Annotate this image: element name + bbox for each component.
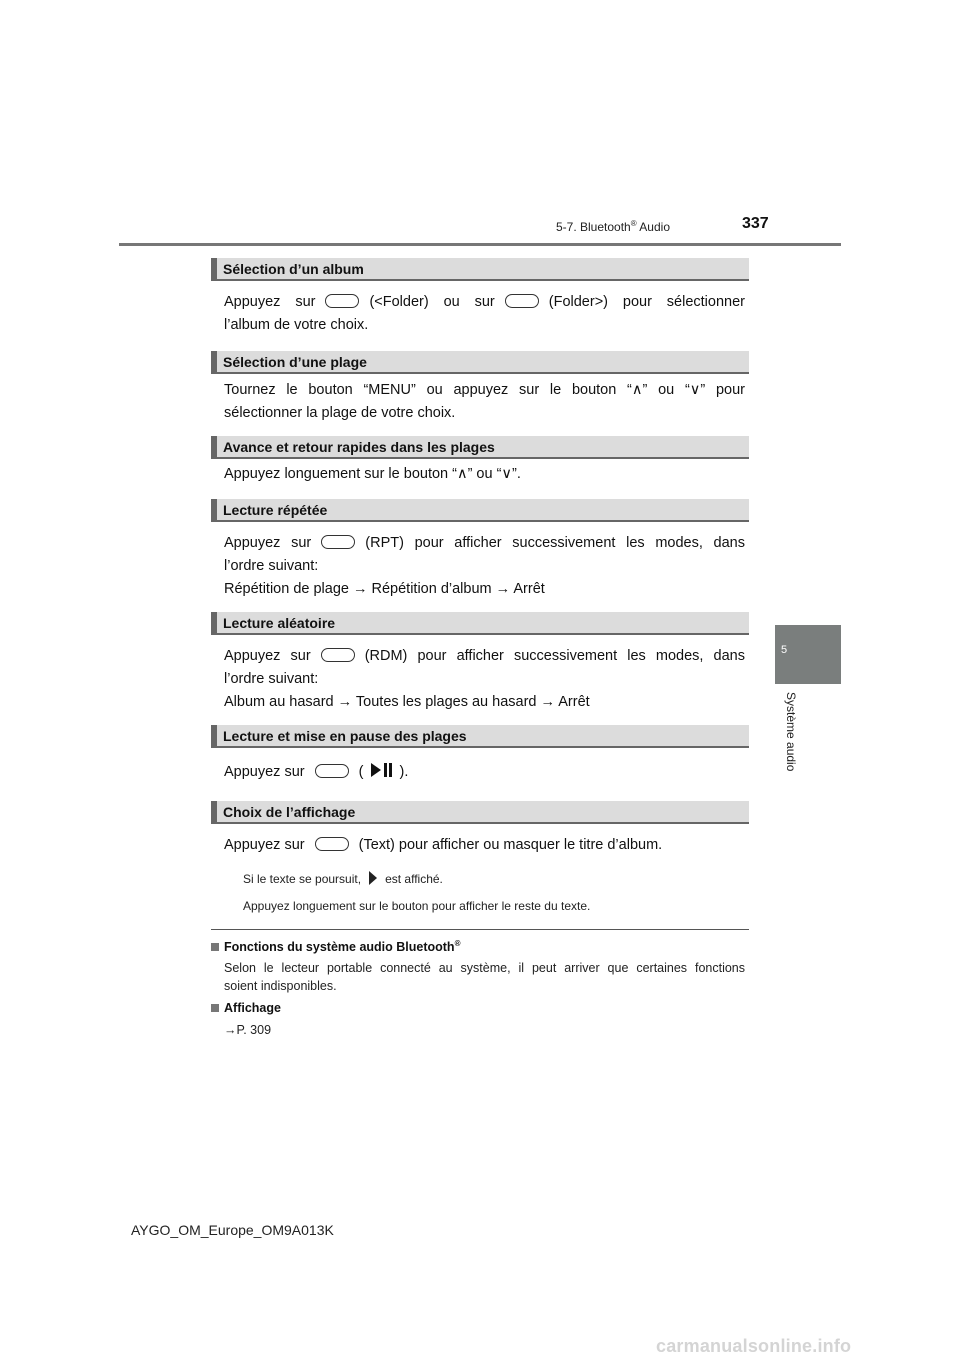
body-line: Appuyez sur ( ). — [224, 764, 409, 780]
body-line: Appuyez sur (RPT) pour afficher successivement les modes, dans — [224, 535, 745, 551]
info-body-display — [224, 1021, 745, 1039]
section-body-album — [224, 291, 745, 337]
page-number: 337 — [742, 215, 769, 232]
body-line: soient indisponibles. — [224, 979, 337, 993]
body-line: l’album de votre choix. — [224, 317, 369, 333]
rounded-button-icon — [315, 764, 349, 778]
body-line: Appuyez longuement sur le bouton “∧” ou “∨”. — [224, 466, 521, 482]
section-heading-fast-forward: Avance et retour rapides dans les plages — [211, 436, 749, 459]
rounded-button-icon — [325, 294, 359, 308]
watermark: carmanualsonline.info — [656, 1336, 852, 1356]
footer-document-code: AYGO_OM_Europe_OM9A013K — [131, 1222, 334, 1238]
body-line: l’ordre suivant: — [224, 558, 319, 574]
body-line: Répétition de plage → Répétition d’album → Arrêt — [224, 581, 545, 597]
play-pause-icon — [367, 762, 395, 778]
section-heading-track: Sélection d’une plage — [211, 351, 749, 374]
header-section-title: 5-7. Bluetooth® Audio — [556, 219, 670, 234]
section-heading-album: Sélection d’un album — [211, 258, 749, 281]
triangle-pointer-icon — [369, 871, 377, 885]
rounded-button-icon — [315, 837, 349, 851]
body-line: Album au hasard → Toutes les plages au hasard → Arrêt — [224, 694, 590, 710]
display-note-long-press: Appuyez longuement sur le bouton pour afficher le reste du texte. — [243, 899, 591, 913]
section-heading-play-pause: Lecture et mise en pause des plages — [211, 725, 749, 748]
section-body-fast-forward — [224, 463, 745, 486]
info-body-functions — [224, 959, 745, 995]
body-line: Selon le lecteur portable connecté au système, il peut arriver que certaines fonctions — [224, 961, 745, 975]
section-body-repeat — [224, 532, 745, 601]
body-line: Appuyez sur (RDM) pour afficher successivement les modes, dans — [224, 648, 745, 664]
section-divider — [211, 929, 749, 930]
body-line: sélectionner la plage de votre choix. — [224, 405, 456, 421]
body-line: Appuyez sur (<Folder) ou sur (Folder>) pour sélectionner — [224, 294, 745, 310]
info-heading-display: Affichage — [211, 1001, 281, 1015]
section-body-random — [224, 645, 745, 714]
section-heading-repeat: Lecture répétée — [211, 499, 749, 522]
chapter-title: Système audio — [784, 692, 798, 772]
body-line: Appuyez sur (Text) pour afficher ou masquer le titre d’album. — [224, 837, 663, 853]
body-line: Tournez le bouton “MENU” ou appuyez sur le bouton “∧” ou “∨” pour — [224, 382, 745, 398]
rounded-button-icon — [505, 294, 539, 308]
body-line: l’ordre suivant: — [224, 671, 319, 687]
section-heading-display: Choix de l’affichage — [211, 801, 749, 824]
section-heading-random: Lecture aléatoire — [211, 612, 749, 635]
section-body-play-pause — [224, 761, 745, 784]
square-bullet-icon — [211, 1004, 219, 1012]
section-body-display — [224, 834, 745, 857]
header-rule — [119, 243, 841, 246]
section-body-track — [224, 379, 745, 425]
rounded-button-icon — [321, 648, 355, 662]
page-reference-link: →P. 309 — [224, 1023, 272, 1037]
info-heading-functions: Fonctions du système audio Bluetooth® — [211, 939, 460, 954]
chapter-number: 5 — [780, 644, 788, 656]
rounded-button-icon — [321, 535, 355, 549]
square-bullet-icon — [211, 943, 219, 951]
display-note-continue: Si le texte se poursuit, est affiché. — [243, 872, 443, 886]
